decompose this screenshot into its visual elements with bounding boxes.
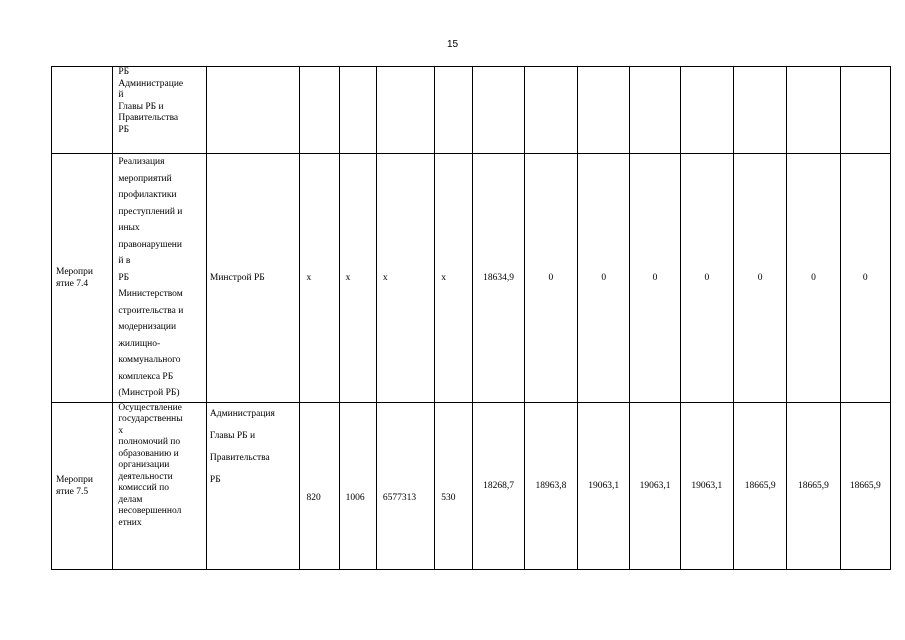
measure-id-cell — [52, 402, 113, 569]
cell-value: 820 — [306, 492, 321, 503]
description-line: Осуществление — [118, 402, 182, 413]
description-line: государственны — [118, 414, 183, 424]
value-cell — [524, 402, 577, 569]
description-line: РБ — [118, 124, 130, 135]
executor-cell — [206, 67, 300, 154]
measure-id-line: Меропри — [56, 474, 93, 485]
value-cell — [630, 67, 680, 154]
table-row — [52, 154, 891, 403]
value-cell — [524, 67, 577, 154]
cell-value: х — [441, 272, 446, 283]
value-cell — [300, 67, 339, 154]
cell-value: 530 — [441, 492, 456, 503]
value-cell — [473, 67, 524, 154]
value-cell — [473, 402, 524, 569]
description-line: Главы РБ и — [118, 101, 164, 112]
cell-value: 6577313 — [382, 492, 417, 503]
cell-value: 19063,1 — [639, 480, 671, 491]
measure-description-cell — [113, 154, 207, 403]
cell-value: 18963,8 — [535, 480, 567, 491]
description-line: коммунального — [118, 355, 181, 365]
description-line: деятельности — [118, 471, 173, 482]
executor-line: Минстрой РБ — [209, 272, 265, 283]
cell-value: 18665,9 — [798, 480, 829, 491]
value-cell — [376, 67, 434, 154]
value-cell — [300, 406, 339, 573]
measure-id-cell — [52, 67, 113, 154]
measure-description-cell — [113, 67, 207, 154]
executor-cell — [206, 402, 300, 569]
value-cell — [680, 67, 733, 154]
value-cell — [630, 402, 680, 569]
value-cell — [339, 67, 376, 154]
description-line: модернизации — [118, 322, 177, 332]
value-cell — [339, 406, 376, 573]
value-cell — [787, 154, 840, 403]
value-cell — [435, 154, 473, 403]
value-cell — [376, 406, 434, 573]
cell-value: 0 — [601, 272, 607, 283]
description-line: РБ — [118, 67, 130, 77]
description-line: полномочий по — [118, 437, 181, 447]
value-cell — [339, 154, 376, 403]
description-line: жилищно- — [118, 338, 161, 349]
budget-table — [51, 66, 891, 570]
description-line: профилактики — [118, 190, 177, 200]
description-line: комиссий по — [118, 483, 169, 493]
measure-id-line: ятие 7.5 — [56, 486, 89, 497]
measure-id-line: Меропри — [56, 266, 93, 277]
description-line: мероприятий — [118, 173, 172, 184]
cell-value: 0 — [704, 272, 710, 283]
description-line: Министерством — [118, 289, 183, 299]
description-line: несовершеннол — [118, 506, 182, 516]
value-cell — [300, 154, 339, 403]
executor-cell — [206, 154, 300, 403]
value-cell — [435, 406, 473, 573]
executor-line: РБ — [209, 474, 221, 485]
value-cell — [630, 154, 680, 403]
cell-value: 18268,7 — [483, 480, 515, 491]
value-cell — [473, 154, 524, 403]
value-cell — [680, 154, 733, 403]
description-line: Администрацие — [118, 78, 184, 89]
value-cell — [840, 67, 890, 154]
measure-description-cell — [113, 402, 207, 569]
executor-line: Правительства — [209, 452, 270, 463]
cell-value: 0 — [811, 272, 816, 283]
value-cell — [680, 402, 733, 569]
description-line: иных — [118, 223, 140, 233]
description-line: организации — [118, 460, 170, 470]
value-cell — [733, 402, 786, 569]
executor-line: Администрация — [209, 408, 275, 419]
value-cell — [787, 402, 840, 569]
cell-value: 1006 — [345, 492, 365, 503]
value-cell — [733, 154, 786, 403]
cell-value: 0 — [862, 272, 868, 283]
description-line: Правительства — [118, 113, 179, 123]
value-cell — [840, 402, 890, 569]
value-cell — [733, 67, 786, 154]
value-cell — [840, 154, 890, 403]
cell-value: 18665,9 — [849, 480, 881, 491]
description-line: (Минстрой РБ) — [118, 388, 180, 398]
value-cell — [435, 67, 473, 154]
description-line: РБ — [118, 272, 130, 283]
page-number: 15 — [446, 39, 459, 50]
cell-value: 18665,9 — [744, 480, 776, 491]
description-line: х — [118, 425, 124, 436]
cell-value: 0 — [548, 272, 554, 283]
cell-value: 18634,9 — [483, 272, 515, 283]
cell-value: 19063,1 — [588, 480, 620, 491]
description-line: Реализация — [118, 157, 165, 167]
cell-value: 0 — [652, 272, 658, 283]
cell-value: 19063,1 — [691, 480, 723, 491]
value-cell — [578, 154, 630, 403]
value-cell — [524, 154, 577, 403]
cell-value: 0 — [757, 272, 763, 283]
table-row — [52, 67, 891, 154]
value-cell — [578, 402, 630, 569]
value-cell — [578, 67, 630, 154]
table-row — [52, 402, 891, 569]
executor-line: Главы РБ и — [209, 430, 256, 441]
description-line: комплекса РБ — [118, 371, 174, 382]
cell-value: х — [382, 272, 388, 283]
cell-value: х — [306, 272, 312, 283]
value-cell — [376, 154, 434, 403]
description-line: правонарушени — [118, 239, 182, 250]
description-line: й — [118, 90, 124, 100]
description-line: делам — [118, 494, 143, 505]
description-line: преступлений и — [118, 206, 183, 217]
measure-id-line: ятие 7.4 — [56, 278, 89, 289]
description-line: образованию и — [118, 448, 179, 459]
description-line: строительства и — [118, 305, 184, 316]
cell-value: х — [345, 272, 351, 283]
measure-id-cell — [52, 154, 113, 403]
description-line: й в — [118, 256, 131, 266]
value-cell — [787, 67, 840, 154]
description-line: етних — [118, 517, 142, 528]
